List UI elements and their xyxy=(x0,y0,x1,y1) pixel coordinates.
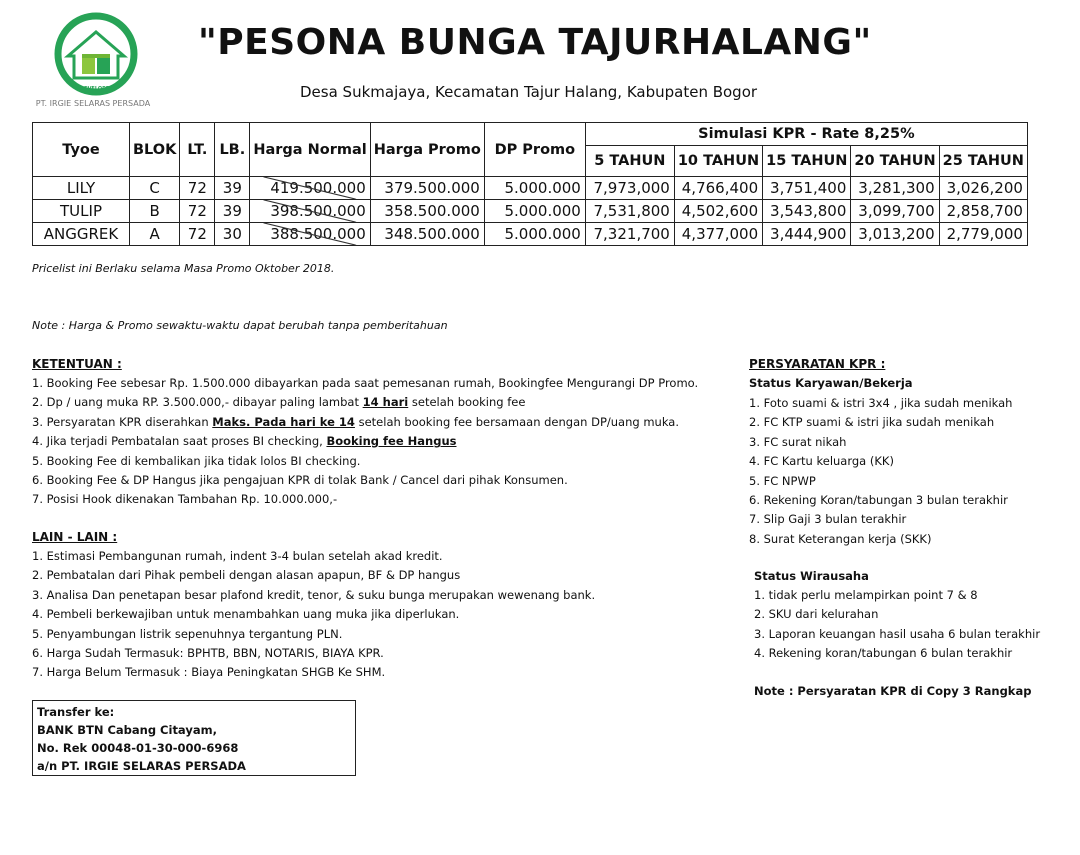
list-item: 3. FC surat nikah xyxy=(749,434,847,449)
cell-harga-promo: 358.500.000 xyxy=(370,200,484,223)
cell-blok: C xyxy=(130,177,180,200)
col-tenor: 25 TAHUN xyxy=(939,146,1027,177)
lain-lain-title: LAIN - LAIN : xyxy=(32,530,118,544)
price-change-note: Note : Harga & Promo sewaktu-waktu dapat berubah tanpa pemberitahuan xyxy=(32,319,448,332)
list-item xyxy=(32,452,698,471)
list-item xyxy=(32,471,698,490)
list-item: 4. Pembeli berkewajiban untuk menambahkan uang muka jika diperlukan. xyxy=(32,607,460,622)
lain-lain-list xyxy=(32,547,595,683)
list-item xyxy=(32,393,698,412)
cell-type: LILY xyxy=(33,177,130,200)
price-table xyxy=(32,122,1028,246)
cell-lt: 72 xyxy=(180,177,215,200)
transfer-line: BANK BTN Cabang Citayam, xyxy=(37,723,217,737)
logo-company: PT. IRGIE xyxy=(35,99,72,108)
cell-dp-promo: 5.000.000 xyxy=(484,177,585,200)
list-item: 4. FC Kartu keluarga (KK) xyxy=(749,454,894,469)
col-tenor: 5 TAHUN xyxy=(585,146,674,177)
col-dp-promo: DP Promo xyxy=(484,123,585,177)
col-tenor: 15 TAHUN xyxy=(763,146,851,177)
transfer-line: Transfer ke: xyxy=(37,705,115,719)
page-subtitle: Desa Sukmajaya, Kecamatan Tajur Halang, Kabupaten Bogor xyxy=(300,83,758,101)
cell-kpr: 3,444,900 xyxy=(763,223,851,246)
cell-lb: 39 xyxy=(215,177,250,200)
item-text: 3. Persyaratan KPR diserahkan xyxy=(32,414,213,429)
list-item: 1. tidak perlu melampirkan point 7 & 8 xyxy=(754,588,978,602)
ketentuan-title: KETENTUAN : xyxy=(32,357,122,371)
cell-blok: B xyxy=(130,200,180,223)
cell-kpr: 4,377,000 xyxy=(674,223,762,246)
item-emphasis: Maks. Pada hari ke 14 xyxy=(212,414,355,429)
col-lt: LT. xyxy=(180,123,215,177)
cell-type: TULIP xyxy=(33,200,130,223)
cell-dp-promo: 5.000.000 xyxy=(484,200,585,223)
karyawan-list xyxy=(749,394,1012,549)
list-item: 3. Laporan keuangan hasil usaha 6 bulan terakhir xyxy=(754,626,1041,641)
list-item xyxy=(32,432,698,451)
list-item xyxy=(32,413,698,432)
ketentuan-list xyxy=(32,374,698,510)
item-text: setelah booking fee xyxy=(408,395,526,410)
cell-kpr: 4,766,400 xyxy=(674,177,762,200)
list-item: 2. FC KTP suami & istri jika sudah menikah xyxy=(749,415,995,430)
harga-normal-value: 398.500.000 xyxy=(270,202,366,220)
cell-kpr: 7,973,000 xyxy=(585,177,674,200)
list-item: 1. Foto suami & istri 3x4 , jika sudah menikah xyxy=(749,396,1013,410)
cell-dp-promo: 5.000.000 xyxy=(484,223,585,246)
table-row xyxy=(33,177,1028,200)
cell-kpr: 2,858,700 xyxy=(939,200,1027,223)
transfer-box xyxy=(32,700,356,776)
list-item xyxy=(32,374,698,393)
col-blok: BLOK xyxy=(130,123,180,177)
cell-lb: 30 xyxy=(215,223,250,246)
col-simulasi-kpr: Simulasi KPR - Rate 8,25% xyxy=(585,123,1027,146)
list-item: 5. Penyambungan listrik sepenuhnya tergantung PLN. xyxy=(32,626,343,641)
item-emphasis: Booking fee Hangus xyxy=(326,434,457,449)
page-title: "PESONA BUNGA TAJURHALANG" xyxy=(198,22,872,63)
col-harga-promo: Harga Promo xyxy=(370,123,484,177)
col-lb: LB. xyxy=(215,123,250,177)
cell-kpr: 3,099,700 xyxy=(851,200,939,223)
list-item xyxy=(32,490,698,509)
list-item: 7. Slip Gaji 3 bulan terakhir xyxy=(749,512,907,527)
transfer-line: No. Rek 00048-01-30-000-6968 xyxy=(37,741,239,755)
cell-harga-promo: 379.500.000 xyxy=(370,177,484,200)
harga-normal-value: 388.500.000 xyxy=(270,225,366,243)
list-item: 6. Rekening Koran/tabungan 3 bulan terakhir xyxy=(749,492,1008,507)
list-item: 2. Pembatalan dari Pihak pembeli dengan alasan apapun, BF & DP hangus xyxy=(32,568,461,583)
cell-blok: A xyxy=(130,223,180,246)
cell-lt: 72 xyxy=(180,223,215,246)
col-type: Tyoe xyxy=(33,123,130,177)
list-item: 3. Analisa Dan penetapan besar plafond kredit, tenor, & suku bunga merupakan wewenang bank. xyxy=(32,587,596,602)
item-text: 7. Posisi Hook dikenakan Tambahan Rp. 10.000.000,- xyxy=(32,492,338,507)
company-logo xyxy=(46,12,146,112)
harga-normal-value: 419.500.000 xyxy=(270,179,366,197)
list-item: 8. Surat Keterangan kerja (SKK) xyxy=(749,531,932,546)
cell-kpr: 3,026,200 xyxy=(939,177,1027,200)
list-item: 7. Harga Belum Termasuk : Biaya Peningkatan SHGB Ke SHM. xyxy=(32,665,386,680)
col-tenor: 10 TAHUN xyxy=(674,146,762,177)
logo-caption xyxy=(28,99,158,108)
item-text: 6. Booking Fee & DP Hangus jika pengajuan KPR di tolak Bank / Cancel dari pihak Konsumen. xyxy=(32,472,568,487)
logo-badge: DEVELOPER xyxy=(80,86,114,92)
cell-kpr: 3,751,400 xyxy=(763,177,851,200)
item-emphasis: 14 hari xyxy=(362,395,409,410)
list-item: 5. FC NPWP xyxy=(749,473,816,488)
cell-harga-normal xyxy=(250,223,370,246)
cell-kpr: 7,531,800 xyxy=(585,200,674,223)
cell-harga-normal xyxy=(250,177,370,200)
item-text: 4. Jika terjadi Pembatalan saat proses BI checking, xyxy=(32,434,327,449)
cell-type: ANGGREK xyxy=(33,223,130,246)
karyawan-title: Status Karyawan/Bekerja xyxy=(749,376,913,390)
cell-kpr: 2,779,000 xyxy=(939,223,1027,246)
wirausaha-list xyxy=(754,586,1040,664)
item-text: 5. Booking Fee di kembalikan jika tidak lolos BI checking. xyxy=(32,453,361,468)
table-row xyxy=(33,200,1028,223)
list-item: 4. Rekening koran/tabungan 6 bulan terakhir xyxy=(754,646,1013,661)
cell-kpr: 3,543,800 xyxy=(763,200,851,223)
cell-kpr: 3,281,300 xyxy=(851,177,939,200)
col-tenor: 20 TAHUN xyxy=(851,146,939,177)
list-item: 2. SKU dari kelurahan xyxy=(754,607,879,622)
kpr-copy-note: Note : Persyaratan KPR di Copy 3 Rangkap xyxy=(754,684,1032,698)
cell-kpr: 3,013,200 xyxy=(851,223,939,246)
logo-company-rest: SELARAS PERSADA xyxy=(73,99,151,108)
item-text: 2. Dp / uang muka RP. 3.500.000,- dibayar paling lambat xyxy=(32,395,363,410)
pricelist-footnote: Pricelist ini Berlaku selama Masa Promo Oktober 2018. xyxy=(32,262,335,275)
table-row xyxy=(33,223,1028,246)
item-text: setelah booking fee bersamaan dengan DP/uang muka. xyxy=(354,414,679,429)
cell-kpr: 4,502,600 xyxy=(674,200,762,223)
cell-harga-normal xyxy=(250,200,370,223)
list-item: 1. Estimasi Pembangunan rumah, indent 3-4 bulan setelah akad kredit. xyxy=(32,549,443,563)
cell-harga-promo: 348.500.000 xyxy=(370,223,484,246)
col-harga-normal: Harga Normal xyxy=(250,123,370,177)
cell-kpr: 7,321,700 xyxy=(585,223,674,246)
cell-lb: 39 xyxy=(215,200,250,223)
list-item: 6. Harga Sudah Termasuk: BPHTB, BBN, NOTARIS, BIAYA KPR. xyxy=(32,645,384,660)
cell-lt: 72 xyxy=(180,200,215,223)
persyaratan-title: PERSYARATAN KPR : xyxy=(749,357,886,371)
wirausaha-title: Status Wirausaha xyxy=(754,569,869,583)
transfer-line: a/n PT. IRGIE SELARAS PERSADA xyxy=(37,759,246,773)
item-text: 1. Booking Fee sebesar Rp. 1.500.000 dibayarkan pada saat pemesanan rumah, Bookingfee Mengurangi DP Promo. xyxy=(32,376,699,390)
